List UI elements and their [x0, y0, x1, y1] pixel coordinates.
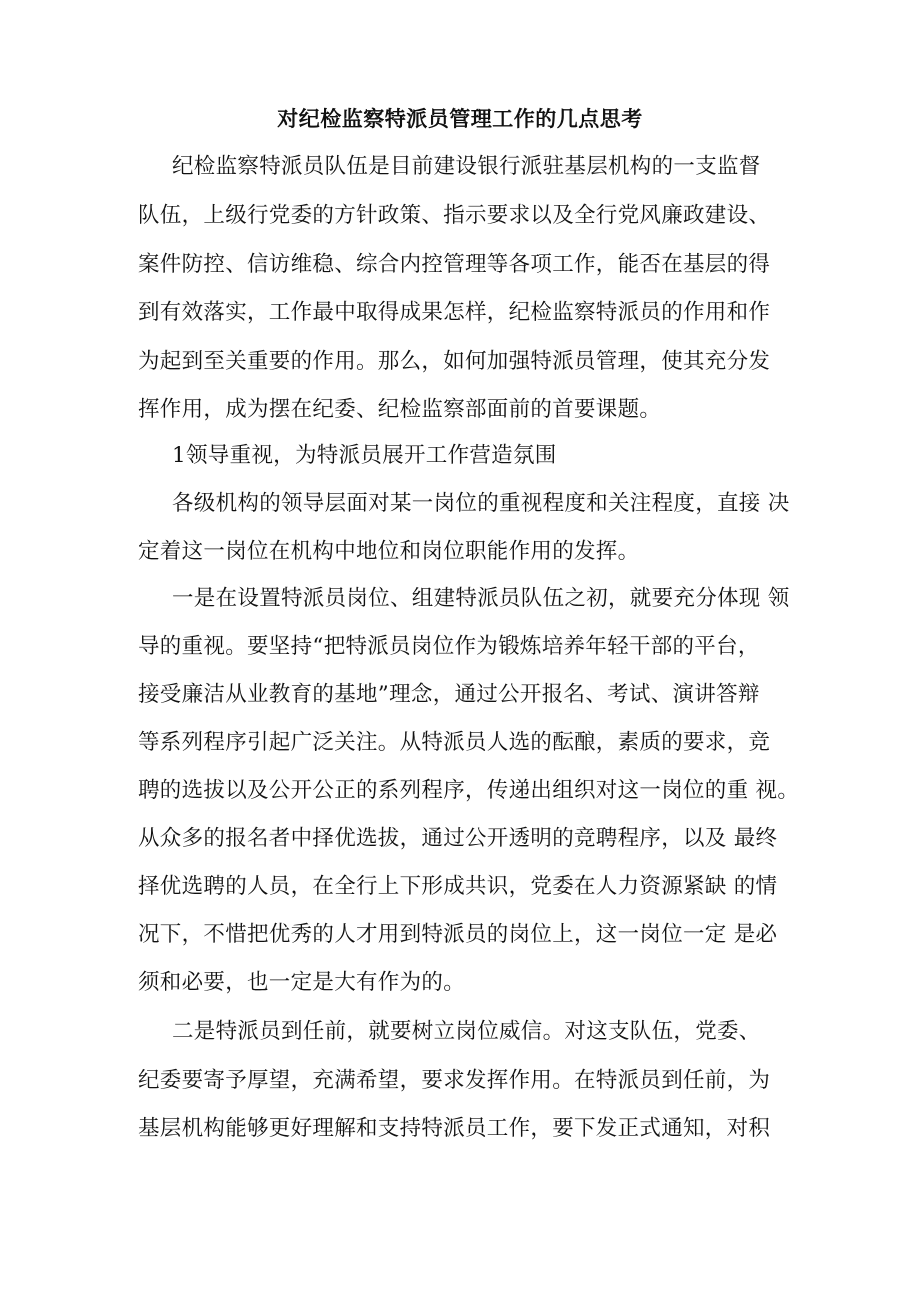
section-heading: 1领导重视，为特派员展开工作营造氛围	[172, 443, 557, 468]
paragraph-line: 择优选聘的人员，在全行上下形成共识，党委在人力资源紧缺 的情	[138, 874, 778, 899]
paragraph-line: 等系列程序引起广泛关注。从特派员人选的酝酿，素质的要求，竞	[138, 730, 771, 755]
paragraph-line: 到有效落实，工作最中取得成果怎样，纪检监察特派员的作用和作	[138, 300, 771, 325]
paragraph-line: 案件防控、信访维稳、综合内控管理等各项工作，能否在基层的得	[138, 252, 771, 277]
paragraph-line: 从众多的报名者中择优选拔，通过公开透明的竞聘程序，以及 最终	[138, 826, 778, 851]
paragraph-line: 基层机构能够更好理解和支持特派员工作，要下发正式通知，对积	[138, 1116, 771, 1141]
paragraph-line: 二是特派员到任前，就要树立岗位威信。对这支队伍，党委、	[172, 1019, 761, 1044]
paragraph-line: 纪委要寄予厚望，充满希望，要求发挥作用。在特派员到任前，为	[138, 1068, 771, 1093]
paragraph-line: 聘的选拔以及公开公正的系列程序，传递出组织对这一岗位的重 视。	[138, 778, 800, 803]
paragraph-line: 况下，不惜把优秀的人才用到特派员的岗位上，这一岗位一定 是必	[138, 922, 778, 947]
paragraph-line: 纪检监察特派员队伍是目前建设银行派驻基层机构的一支监督	[172, 154, 761, 179]
paragraph-line: 接受廉洁从业教育的基地”理念，通过公开报名、考试、演讲答辩	[138, 682, 760, 707]
paragraph-line: 各级机构的领导层面对某一岗位的重视程度和关注程度，直接 决	[172, 491, 790, 516]
paragraph-line: 挥作用，成为摆在纪委、纪检监察部面前的首要课题。	[138, 397, 662, 422]
paragraph-line: 导的重视。要坚持“把特派员岗位作为锻炼培养年轻干部的平台，	[138, 634, 760, 659]
paragraph-line: 为起到至关重要的作用。那么，如何加强特派员管理，使其充分发	[138, 349, 771, 374]
paragraph-line: 定着这一岗位在机构中地位和岗位职能作用的发挥。	[138, 539, 640, 564]
paragraph-line: 一是在设置特派员岗位、组建特派员队伍之初，就要充分体现 领	[172, 586, 790, 611]
paragraph-line: 须和必要，也一定是大有作为的。	[138, 970, 466, 995]
document-title: 对纪检监察特派员管理工作的几点思考	[277, 106, 643, 131]
paragraph-line: 队伍，上级行党委的方针政策、指示要求以及全行党风廉政建设、	[138, 203, 771, 228]
